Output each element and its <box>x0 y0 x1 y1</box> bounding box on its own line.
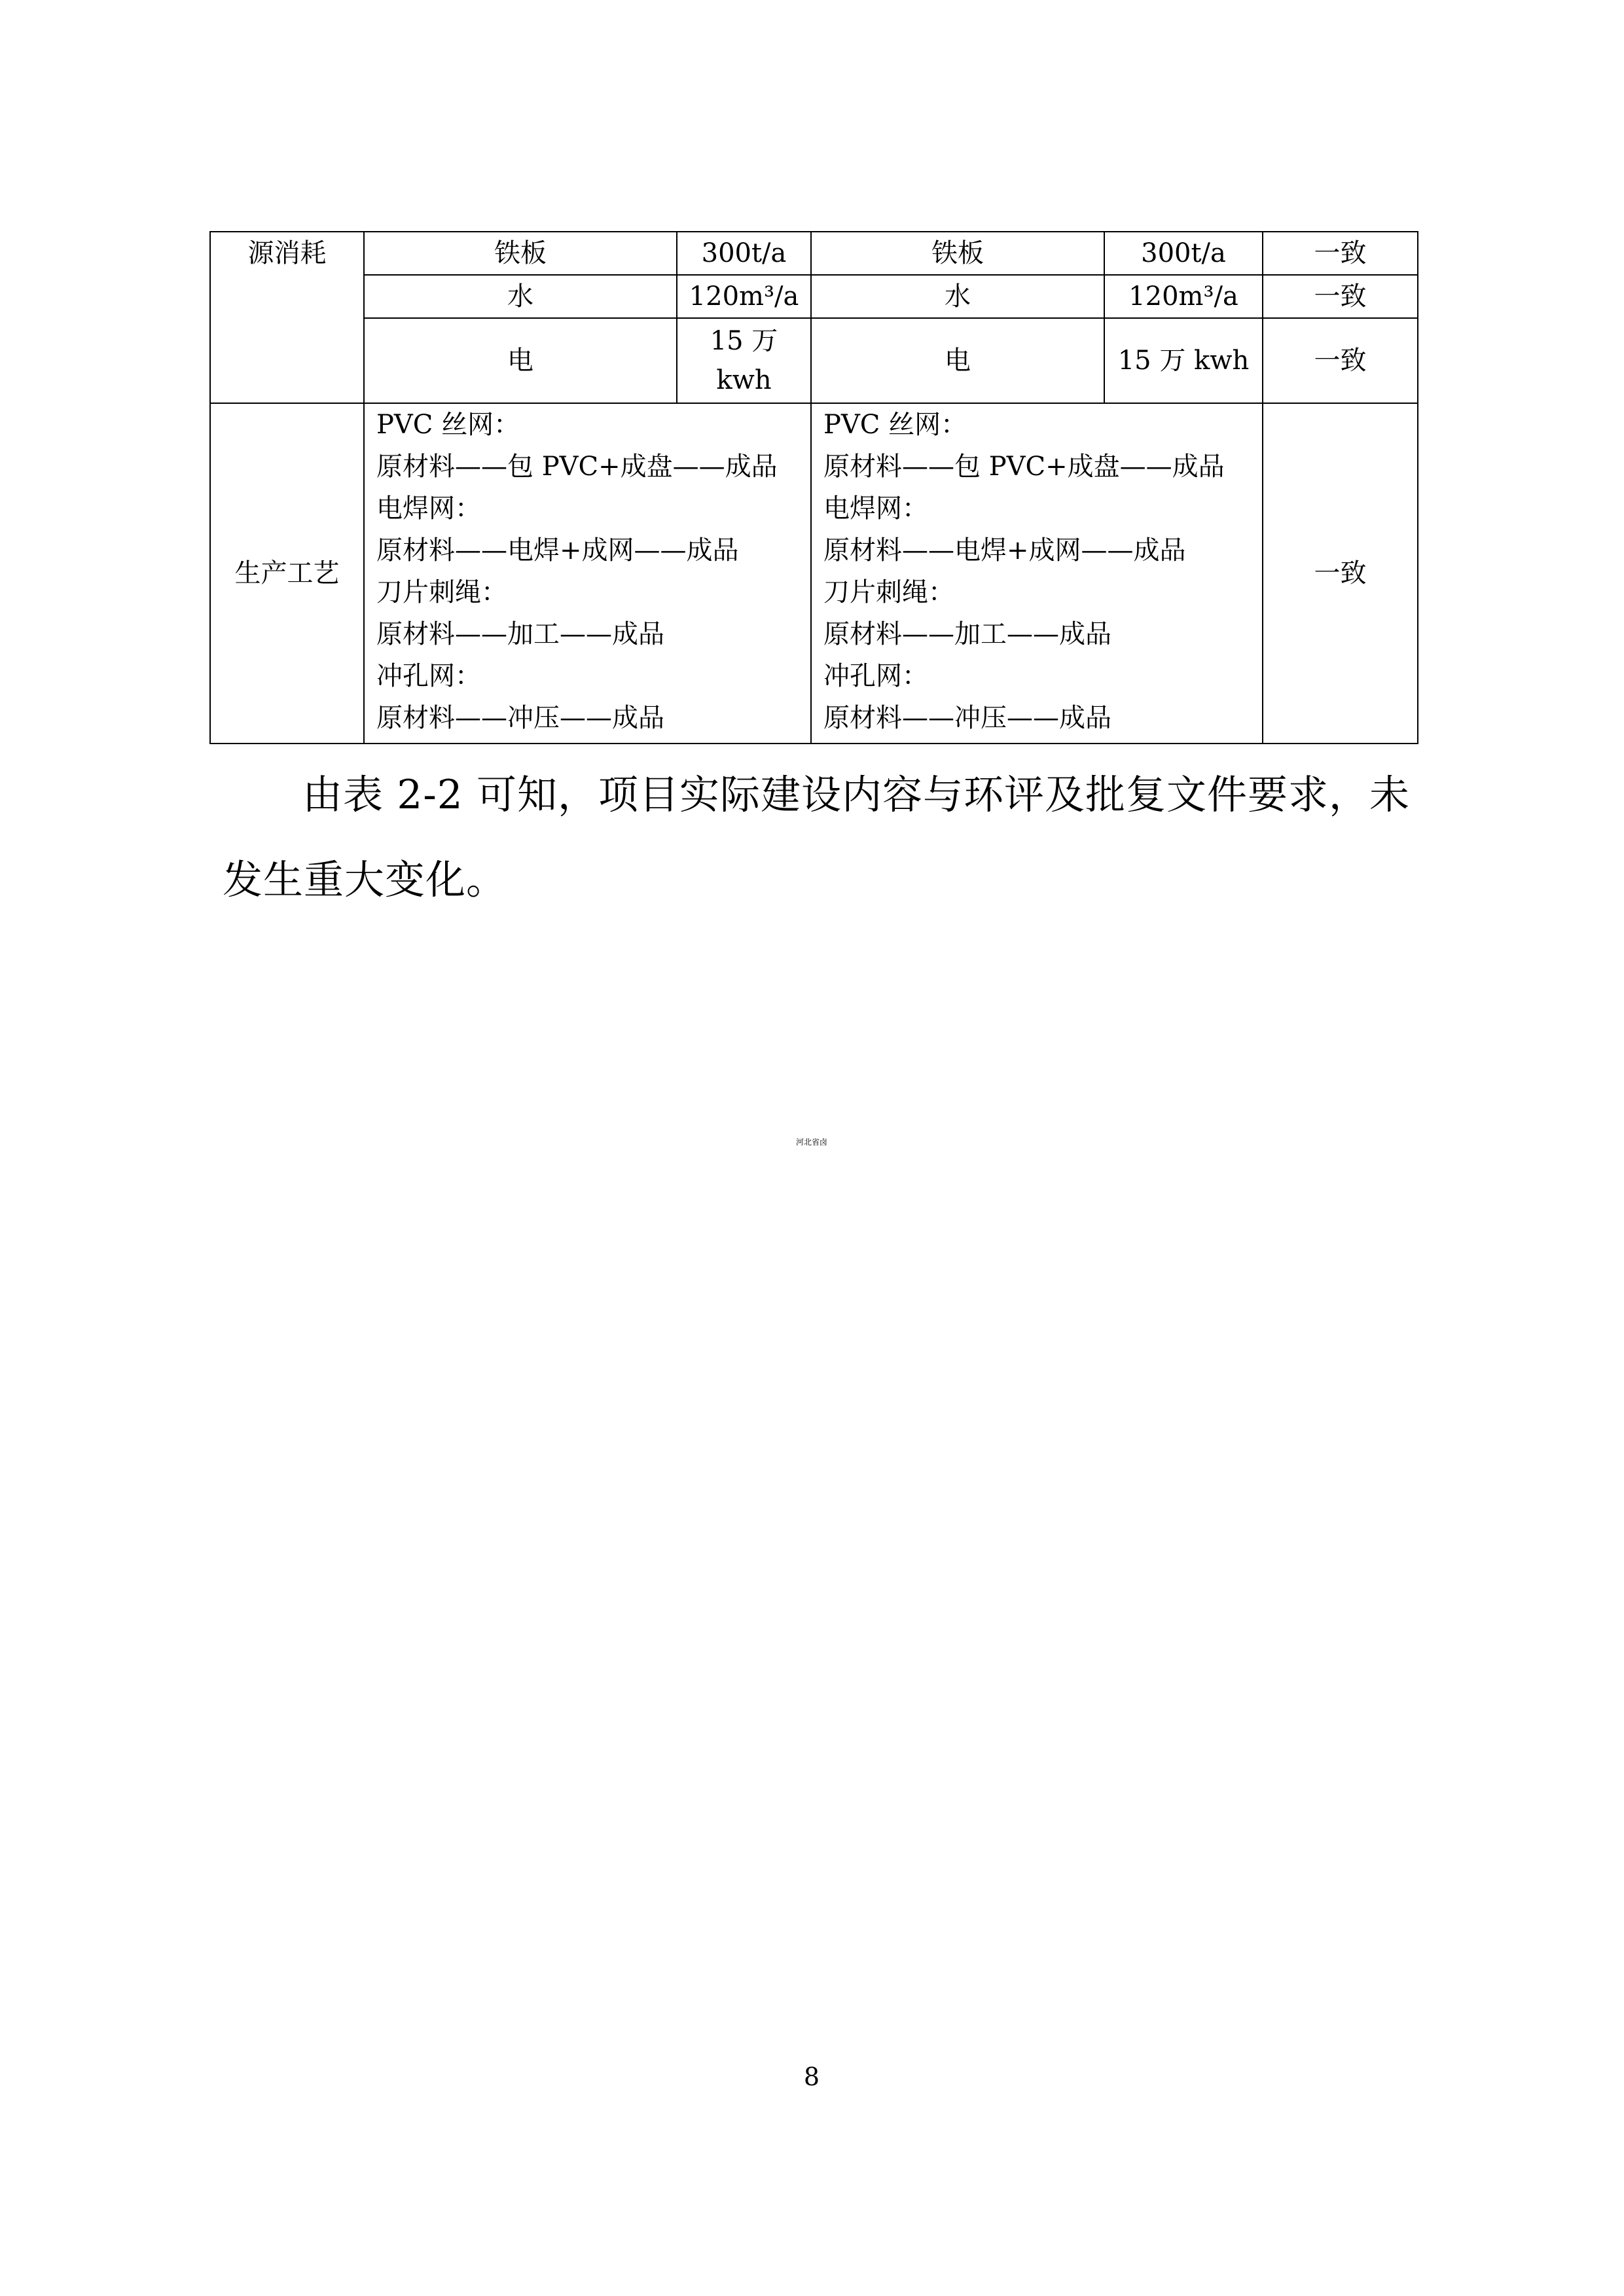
actual-item-cell: 铁板 <box>811 232 1104 275</box>
table-row <box>210 275 1418 318</box>
process-line: 原材料——加工——成品 <box>376 619 664 649</box>
process-line: PVC 丝网： <box>376 410 520 440</box>
stamp-text: 河北省卤 <box>795 1138 827 1147</box>
process-line: PVC 丝网： <box>823 410 967 440</box>
category-cell: 生产工艺 <box>210 403 364 744</box>
eia-value-cell: 120m³/a <box>677 275 811 318</box>
category-cell: 源消耗 <box>210 232 364 403</box>
eia-value-line: 15 万 <box>710 326 778 356</box>
eia-value-line: kwh <box>716 365 772 395</box>
actual-value-cell: 300t/a <box>1104 232 1263 275</box>
eia-process-cell <box>364 403 811 744</box>
process-line: 电焊网： <box>376 493 481 524</box>
result-cell: 一致 <box>1263 275 1418 318</box>
eia-value-cell <box>677 318 811 403</box>
actual-item-cell: 电 <box>811 318 1104 403</box>
conclusion-paragraph: 由表 2-2 可知，项目实际建设内容与环评及批复文件要求，未发生重大变化。 <box>223 772 1411 903</box>
eia-item-cell: 电 <box>364 318 677 403</box>
process-line: 原材料——包 PVC+成盘——成品 <box>823 452 1225 482</box>
page-number: 8 <box>803 2062 820 2091</box>
process-line: 电焊网： <box>823 493 928 524</box>
process-line: 原材料——电焊+成网——成品 <box>376 535 739 565</box>
table-row <box>210 318 1418 403</box>
comparison-table <box>209 231 1418 744</box>
process-line: 原材料——加工——成品 <box>823 619 1111 649</box>
result-cell: 一致 <box>1263 318 1418 403</box>
eia-value-cell: 300t/a <box>677 232 811 275</box>
actual-value-cell: 120m³/a <box>1104 275 1263 318</box>
table-row <box>210 403 1418 744</box>
result-cell: 一致 <box>1263 232 1418 275</box>
process-line: 原材料——冲压——成品 <box>823 703 1111 733</box>
process-line: 原材料——电焊+成网——成品 <box>823 535 1186 565</box>
actual-item-cell: 水 <box>811 275 1104 318</box>
table-row <box>210 232 1418 275</box>
process-line: 原材料——冲压——成品 <box>376 703 664 733</box>
actual-value-cell: 15 万 kwh <box>1104 318 1263 403</box>
process-line: 冲孔网： <box>823 661 928 691</box>
eia-item-cell: 铁板 <box>364 232 677 275</box>
process-line: 刀片刺绳： <box>376 577 507 607</box>
process-line: 刀片刺绳： <box>823 577 954 607</box>
actual-process-cell <box>811 403 1263 744</box>
result-cell: 一致 <box>1263 403 1418 744</box>
process-line: 冲孔网： <box>376 661 481 691</box>
process-line: 原材料——包 PVC+成盘——成品 <box>376 452 778 482</box>
eia-item-cell: 水 <box>364 275 677 318</box>
